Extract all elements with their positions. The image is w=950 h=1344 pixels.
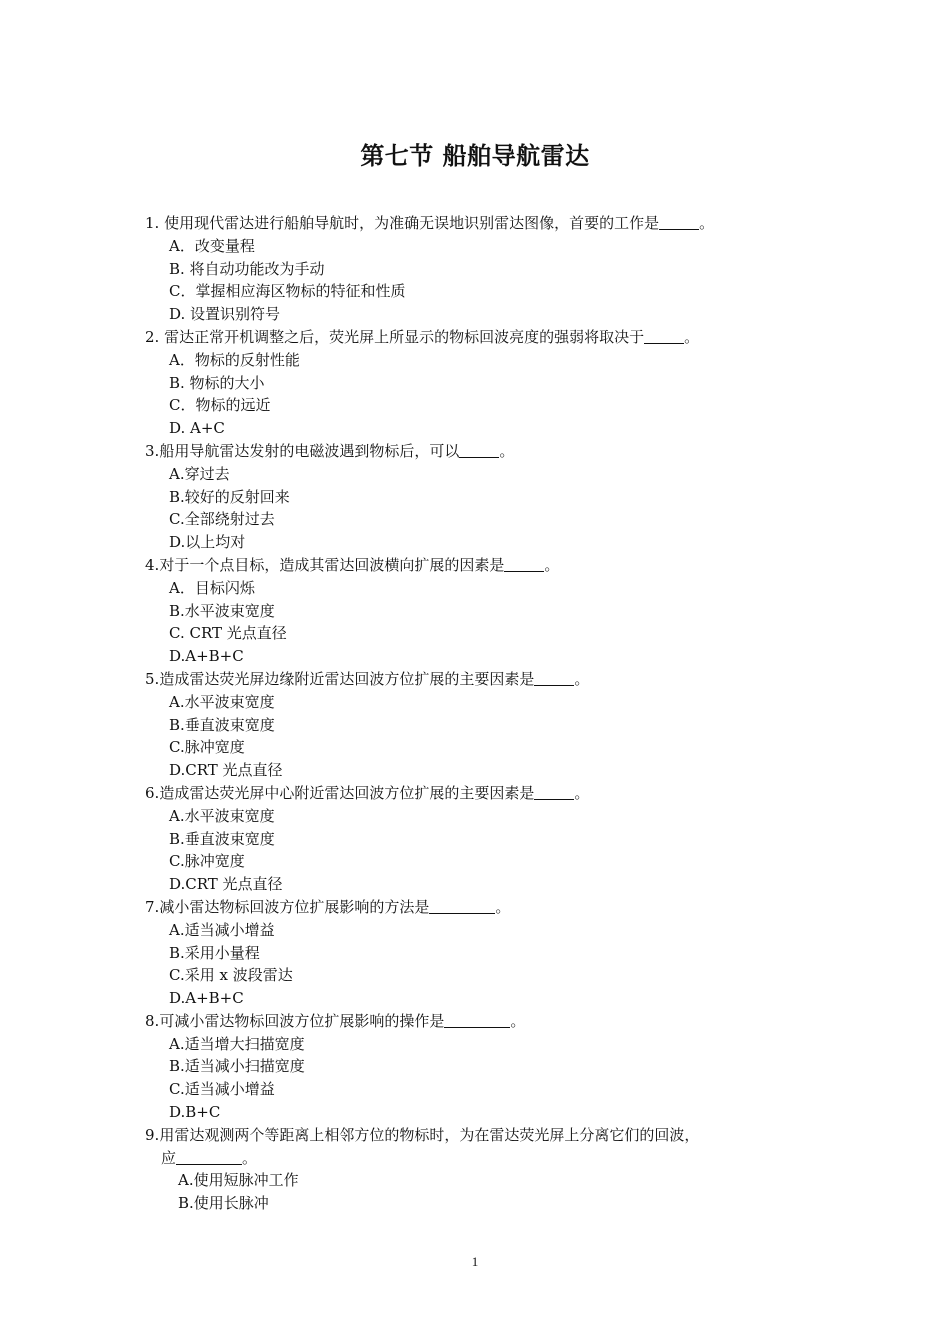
- option: D.CRT 光点直径: [169, 875, 283, 894]
- question-4: 4.对于一个点目标，造成其雷达回波横向扩展的因素是 。: [145, 555, 560, 574]
- question-list: [145, 212, 825, 1215]
- answer-blank: [444, 1013, 510, 1028]
- question-2: 2. 雷达正常开机调整之后，荧光屏上所显示的物标回波亮度的强弱将取决于 。: [145, 327, 700, 346]
- answer-blank: [459, 443, 499, 458]
- option: C.脉冲宽度: [169, 738, 245, 757]
- option: A.水平波束宽度: [169, 692, 275, 711]
- answer-blank: [534, 671, 574, 686]
- option: D.A+B+C: [169, 647, 244, 666]
- option: C. CRT 光点直径: [169, 624, 287, 643]
- option: A．物标的反射性能: [169, 350, 300, 369]
- option: B.使用长脉冲: [178, 1194, 269, 1213]
- option: C．掌握相应海区物标的特征和性质: [169, 282, 406, 301]
- page-number: 1: [471, 1254, 479, 1269]
- answer-blank: [176, 1150, 242, 1165]
- answer-blank: [644, 329, 684, 344]
- option: B.水平波束宽度: [169, 601, 275, 620]
- question-9: 9.用雷达观测两个等距离上相邻方位的物标时，为在雷达荧光屏上分离它们的回波，: [145, 1125, 700, 1144]
- answer-blank: [429, 899, 495, 914]
- question-1: 1. 使用现代雷达进行船舶导航时，为准确无误地识别雷达图像，首要的工作是 。: [145, 214, 715, 232]
- option: A.适当增大扫描宽度: [169, 1034, 305, 1053]
- option: D.以上均对: [169, 533, 246, 552]
- option: A.适当减小增益: [169, 920, 275, 939]
- option: B.垂直波束宽度: [169, 829, 275, 848]
- option: B.垂直波束宽度: [169, 715, 275, 734]
- option: C.脉冲宽度: [169, 852, 245, 871]
- answer-blank: [534, 785, 574, 800]
- question-9-continuation: 应 。: [161, 1148, 258, 1167]
- option: B. 物标的大小: [169, 373, 265, 392]
- option: A.使用短脉冲工作: [178, 1171, 299, 1190]
- option: D.CRT 光点直径: [169, 761, 283, 780]
- answer-blank: [504, 557, 544, 572]
- option: C.适当减小增益: [169, 1080, 275, 1099]
- option: A.水平波束宽度: [169, 806, 275, 825]
- answer-blank: [659, 215, 699, 230]
- option: D.B+C: [169, 1103, 221, 1122]
- page-title: 第七节 船舶导航雷达: [360, 142, 590, 170]
- option: C.全部绕射过去: [169, 510, 275, 529]
- option: D. 设置识别符号: [169, 305, 281, 324]
- option: C．物标的远近: [169, 396, 271, 415]
- option: A．改变量程: [169, 236, 255, 255]
- question-3: 3.船用导航雷达发射的电磁波遇到物标后，可以 。: [145, 441, 515, 460]
- option: D. A+C: [169, 419, 225, 438]
- question-6: 6.造成雷达荧光屏中心附近雷达回波方位扩展的主要因素是 。: [145, 783, 590, 802]
- option: C.采用 x 波段雷达: [169, 966, 293, 985]
- option: B. 将自动功能改为手动: [169, 259, 325, 278]
- question-8: 8.可减小雷达物标回波方位扩展影响的操作是 。: [145, 1011, 526, 1030]
- option: B.采用小量程: [169, 943, 260, 962]
- option: D.A+B+C: [169, 989, 244, 1008]
- option: A.穿过去: [169, 464, 230, 483]
- question-5: 5.造成雷达荧光屏边缘附近雷达回波方位扩展的主要因素是 。: [145, 669, 590, 688]
- question-7: 7.减小雷达物标回波方位扩展影响的方法是 。: [145, 897, 511, 916]
- option: B.适当减小扫描宽度: [169, 1057, 305, 1076]
- option: B.较好的反射回来: [169, 487, 290, 506]
- option: A．目标闪烁: [169, 578, 255, 597]
